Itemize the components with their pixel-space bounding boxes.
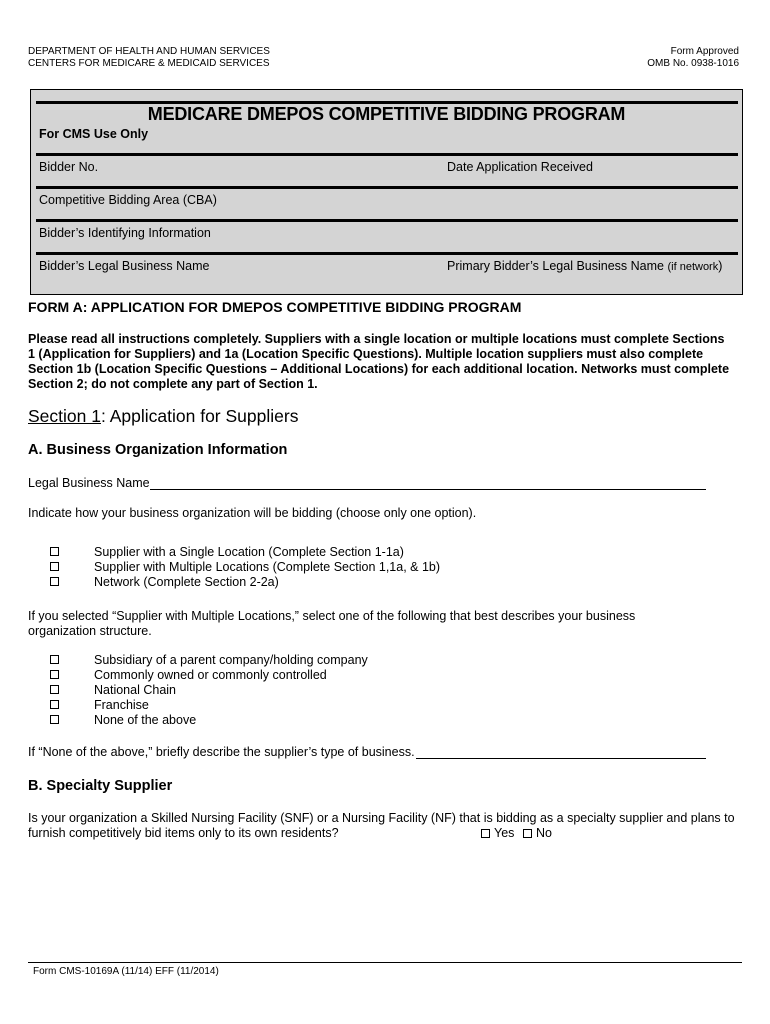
legal-business-name-label: Legal Business Name xyxy=(28,476,150,490)
form-a-title: FORM A: APPLICATION FOR DMEPOS COMPETITIVE BIDDING PROGRAM xyxy=(28,299,522,315)
bidding-question: Indicate how your business organization will be bidding (choose only one option). xyxy=(28,506,477,520)
subsidiary-label: Subsidiary of a parent company/holding company xyxy=(94,653,368,667)
commonly-owned-checkbox[interactable] xyxy=(50,670,59,679)
no-option[interactable] xyxy=(523,826,552,840)
specialty-supplier-heading: B. Specialty Supplier xyxy=(28,778,173,794)
cms-rule-2 xyxy=(36,186,738,189)
cms-rule-1 xyxy=(36,153,738,156)
network-note: (if network xyxy=(667,261,719,273)
form-approved-label: Form Approved xyxy=(670,46,739,57)
section-1-subtitle: : Application for Suppliers xyxy=(100,406,299,426)
cba-field[interactable]: Competitive Bidding Area (CBA) xyxy=(39,193,217,207)
instructions-line-2: 1 (Application for Suppliers) and 1a (Location Specific Questions). Multiple location suppliers must also complete xyxy=(28,347,704,361)
bidder-legal-name-field[interactable]: Bidder’s Legal Business Name xyxy=(39,259,210,273)
cms-rule-3 xyxy=(36,219,738,222)
commonly-owned-label: Commonly owned or commonly controlled xyxy=(94,668,327,682)
program-title: MEDICARE DMEPOS COMPETITIVE BIDDING PROGRAM xyxy=(147,104,626,124)
specialty-question-line-2: furnish competitively bid items only to its own residents? xyxy=(28,826,339,840)
cms-rule-4 xyxy=(36,252,738,255)
primary-bidder-name-field[interactable] xyxy=(447,259,722,273)
bidder-number-field[interactable]: Bidder No. xyxy=(39,160,99,174)
yes-option[interactable] xyxy=(481,826,514,840)
department-name: DEPARTMENT OF HEALTH AND HUMAN SERVICES xyxy=(28,46,270,57)
section-1-label: Section 1 xyxy=(28,406,101,426)
network-note-close: ) xyxy=(718,259,723,273)
form-number: Form CMS-10169A (11/14) EFF (11/2014) xyxy=(33,966,219,977)
network-label: Network (Complete Section 2-2a) xyxy=(94,575,279,589)
none-of-above-label: None of the above xyxy=(94,713,197,727)
legal-business-name-input[interactable] xyxy=(150,476,706,490)
yes-checkbox[interactable] xyxy=(481,829,490,838)
omb-number: OMB No. 0938-1016 xyxy=(647,58,739,69)
specialty-question-line-1: Is your organization a Skilled Nursing Facility (SNF) or a Nursing Facility (NF) that is bidding as a specialty supplier and plans to xyxy=(28,811,735,825)
structure-question-line-1: If you selected “Supplier with Multiple Locations,” select one of the following that best describes your business xyxy=(28,609,636,623)
none-describe-label: If “None of the above,” briefly describe the supplier’s type of business. xyxy=(28,745,415,759)
multiple-locations-checkbox[interactable] xyxy=(50,562,59,571)
no-checkbox[interactable] xyxy=(523,829,532,838)
multiple-locations-label: Supplier with Multiple Locations (Complete Section 1,1a, & 1b) xyxy=(94,560,441,574)
national-chain-checkbox[interactable] xyxy=(50,685,59,694)
single-location-label: Supplier with a Single Location (Complete Section 1-1a) xyxy=(94,545,404,559)
instructions-line-1: Please read all instructions completely. Suppliers with a single location or multiple locations must complete Sections xyxy=(28,332,725,346)
business-type-input[interactable] xyxy=(416,745,706,759)
network-checkbox[interactable] xyxy=(50,577,59,586)
instructions-line-3: Section 1b (Location Specific Questions – Additional Locations) for each additional location. Networks must complete xyxy=(28,362,730,376)
yes-label: Yes xyxy=(494,826,515,840)
section-1-title xyxy=(28,406,298,427)
structure-question-line-2: organization structure. xyxy=(28,624,152,638)
none-of-above-checkbox[interactable] xyxy=(50,715,59,724)
franchise-checkbox[interactable] xyxy=(50,700,59,709)
identifying-info-field[interactable]: Bidder’s Identifying Information xyxy=(39,226,211,240)
date-received-field[interactable]: Date Application Received xyxy=(447,160,593,174)
national-chain-label: National Chain xyxy=(94,683,176,697)
instructions-line-4: Section 2; do not complete any part of Section 1. xyxy=(28,377,318,391)
primary-bidder-name-label: Primary Bidder’s Legal Business Name xyxy=(447,259,664,273)
for-cms-use-label: For CMS Use Only xyxy=(39,127,149,141)
business-org-heading: A. Business Organization Information xyxy=(28,442,288,458)
franchise-label: Franchise xyxy=(94,698,149,712)
no-label: No xyxy=(536,826,552,840)
subsidiary-checkbox[interactable] xyxy=(50,655,59,664)
footer-rule xyxy=(28,962,742,963)
agency-name: CENTERS FOR MEDICARE & MEDICAID SERVICES xyxy=(28,58,270,69)
single-location-checkbox[interactable] xyxy=(50,547,59,556)
